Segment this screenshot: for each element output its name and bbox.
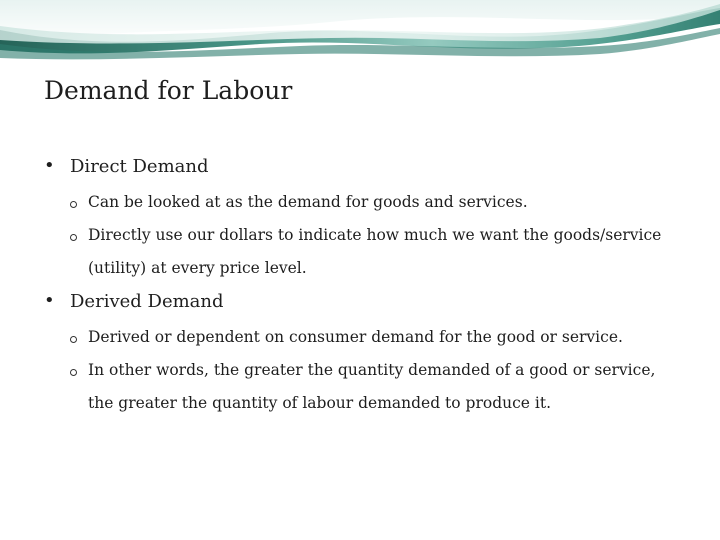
bullet-dot-icon: •	[44, 155, 55, 176]
hollow-circle-bullet-icon	[70, 336, 77, 343]
bullet-level-2	[44, 321, 684, 354]
bullet-level-2	[44, 219, 684, 285]
bullet-level-2	[44, 186, 684, 219]
point-text: Can be looked at as the demand for goods and services.	[88, 193, 528, 211]
bullet-list	[44, 152, 684, 422]
point-text: Derived or dependent on consumer demand for the good or service.	[88, 328, 623, 346]
point-text: In other words, the greater the quantity demanded of a good or service, the greater the quantity of labour demanded to produce it.	[88, 361, 656, 412]
section-heading: Derived Demand	[70, 291, 224, 312]
section-direct-demand	[44, 152, 684, 285]
hollow-circle-bullet-icon	[70, 234, 77, 241]
section-derived-demand	[44, 287, 684, 420]
bullet-level-1	[44, 287, 684, 317]
point-text: Directly use our dollars to indicate how much we want the goods/service (utility) at every price level.	[88, 226, 662, 277]
bullet-level-2	[44, 354, 684, 420]
hollow-circle-bullet-icon	[70, 201, 77, 208]
decorative-wave-banner	[0, 0, 720, 62]
section-heading: Direct Demand	[70, 156, 209, 177]
slide-title: Demand for Labour	[44, 76, 293, 105]
hollow-circle-bullet-icon	[70, 369, 77, 376]
bullet-level-1	[44, 152, 684, 182]
bullet-dot-icon: •	[44, 290, 55, 311]
